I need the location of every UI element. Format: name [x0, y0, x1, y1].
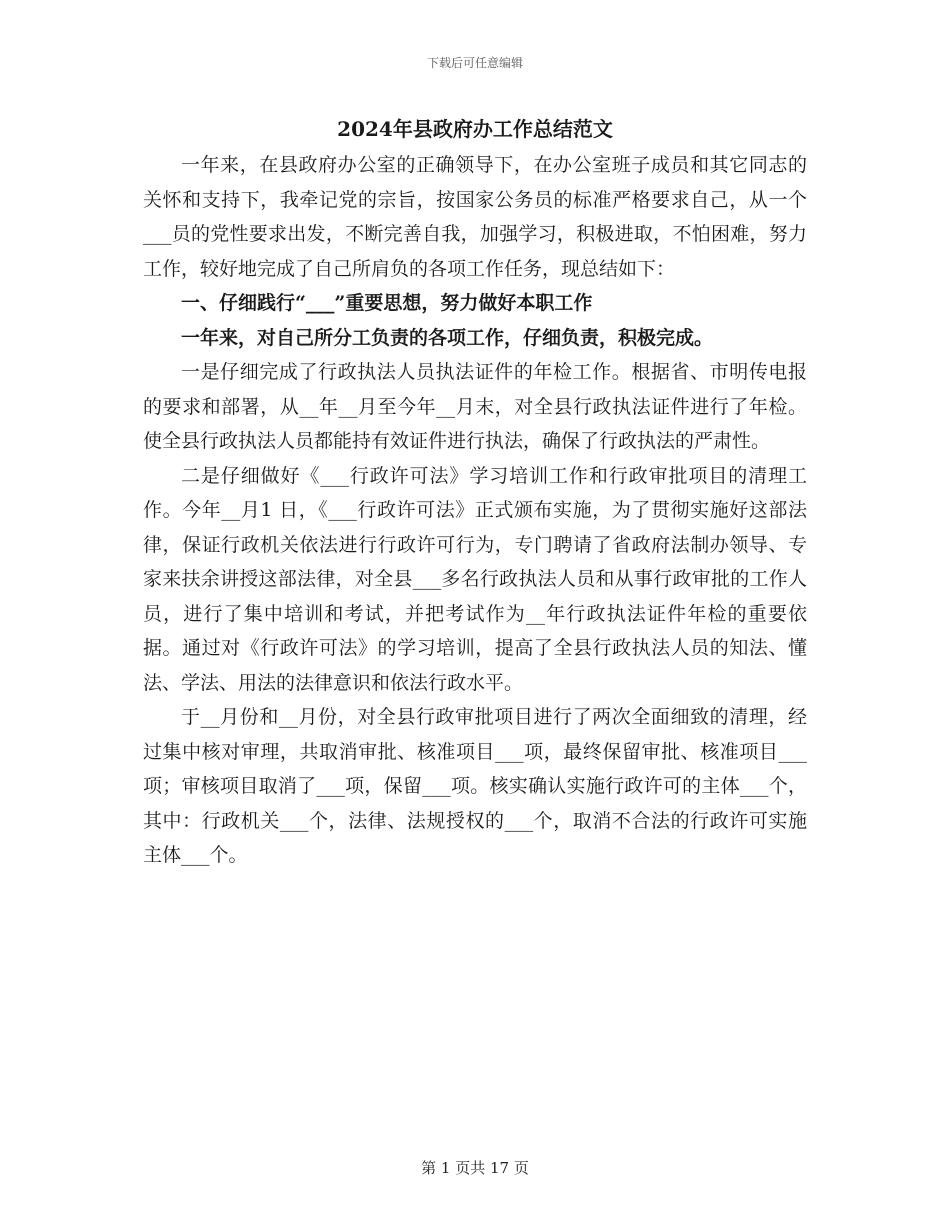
page-number: 第 1 页共 17 页 [421, 1159, 529, 1177]
paragraph-licensing-law-training: 二是仔细做好《___行政许可法》学习培训工作和行政审批项目的清理工作。今年__月1 日，《___行政许可法》正式颁布实施，为了贯彻实施好这部法律，保证行政机关依法进行行政许可行为，专门聘请了省政府法制办领导、专家来扶余讲授这部法律，对全县___多名行政执法人员和从事行政审批的工作人员，进行了集中培训和考试，并把考试作为__年行政执法证件年检的重要依据。通过对《行政许可法》的学习培训，提高了全县行政执法人员的知法、懂法、学法、用法的法律意识和依法行政水平。 [143, 464, 807, 694]
page-header-note: 下载后可任意编辑 [426, 56, 523, 70]
section-summary: 一年来，对自己所分工负责的各项工作，仔细负责，积极完成。 [181, 326, 714, 349]
section-heading-1: 一、仔细践行“___”重要思想，努力做好本职工作 [181, 292, 593, 314]
intro-paragraph: 一年来，在县政府办公室的正确领导下，在办公室班子成员和其它同志的关怀和支持下，我牵记党的宗旨，按国家公务员的标准严格要求自己，从一个___员的党性要求出发，不断完善自我，加强学习，积极进取，不怕困难，努力工作，较好地完成了自己所肩负的各项工作任务，现总结如下： [143, 154, 807, 280]
paragraph-certificate-inspection: 一是仔细完成了行政执法人员执法证件的年检工作。根据省、市明传电报的要求和部署，从__年__月至今年__月末，对全县行政执法证件进行了年检。使全县行政执法人员都能持有效证件进行执法，确保了行政执法的严肃性。 [143, 361, 807, 452]
document-title: 2024年县政府办工作总结范文 [337, 117, 613, 141]
document-body [143, 112, 807, 873]
paragraph-approval-cleanup: 于__月份和__月份，对全县行政审批项目进行了两次全面细致的清理，经过集中核对审理，共取消审批、核准项目___项，最终保留审批、核准项目___项；审核项目取消了___项，保留___项。核实确认实施行政许可的主体___个，其中：行政机关___个，法律、法规授权的___个，取消不合法的行政许可实施主体___个。 [143, 706, 807, 866]
